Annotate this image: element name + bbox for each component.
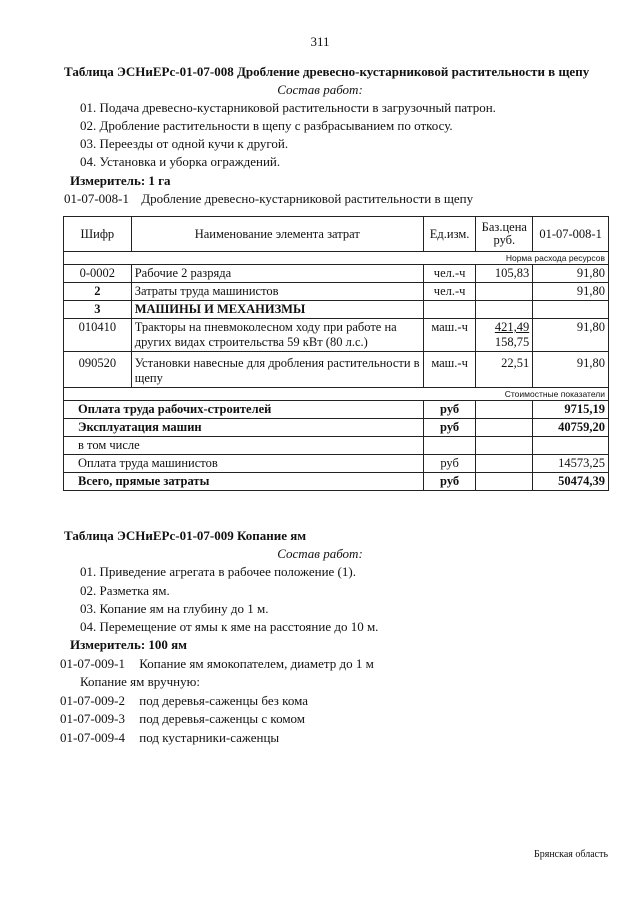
item-name: Копание ям ямокопателем, диаметр до 1 м (139, 656, 374, 671)
cost-row (64, 455, 609, 473)
row-unit: маш.-ч (423, 319, 476, 352)
cost-name: в том числе (64, 437, 424, 455)
table2-item (60, 693, 308, 709)
row-unit: чел.-ч (423, 265, 476, 283)
table2-sostav-label: Состав работ: (277, 546, 363, 561)
table2-work-2: 02. Разметка ям. (80, 583, 170, 598)
table2-work-4: 04. Перемещение от ямы к яме на расстояние до 10 м. (80, 619, 379, 634)
row-unit: маш.-ч (423, 352, 476, 388)
item-code: 01-07-009-3 (60, 711, 125, 726)
table-row (64, 283, 609, 301)
header-name: Наименование элемента затрат (131, 217, 423, 252)
item-name: под кустарники-саженцы (139, 730, 280, 745)
table2-title: Таблица ЭСНиЕРс-01-07-009 Копание ям (64, 528, 307, 543)
row-value: 91,80 (533, 352, 609, 388)
row-cipher: 090520 (64, 352, 132, 388)
cost-unit: руб (423, 455, 476, 473)
cost-unit: руб (423, 401, 476, 419)
item-code: 01-07-009-4 (60, 730, 125, 745)
cost-label-row (64, 388, 609, 401)
table1-title: Таблица ЭСНиЕРс-01-07-008 Дробление древесно-кустарниковой растительности в щепу (64, 64, 590, 79)
cost-value: 9715,19 (533, 401, 609, 419)
table-row (64, 352, 609, 388)
table1-measure: Измеритель: 1 га (70, 173, 171, 188)
norm-label-row (64, 252, 609, 265)
cost-name: Оплата труда рабочих-строителей (64, 401, 424, 419)
cost-name: Всего, прямые затраты (64, 473, 424, 491)
resource-table (63, 216, 609, 491)
cost-price (476, 437, 533, 455)
header-code: 01-07-008-1 (533, 217, 609, 252)
table1-work-4: 04. Установка и уборка ограждений. (80, 154, 281, 169)
table1-item-name: Дробление древесно-кустарниковой растительности в щепу (141, 191, 474, 206)
row-value: 91,80 (533, 265, 609, 283)
row-value (533, 301, 609, 319)
row-value: 91,80 (533, 283, 609, 301)
table1-work-3: 03. Переезды от одной кучи к другой. (80, 136, 289, 151)
table2-work-1: 01. Приведение агрегата в рабочее положение (1). (80, 564, 356, 579)
row-name: Тракторы на пневмоколесном ходу при работе на других видах строительства 59 кВт (80 л.с.) (131, 319, 423, 352)
header-base-price: Баз.цена руб. (476, 217, 533, 252)
row-price-main: 421,49 (494, 320, 530, 334)
footer-region: Брянская область (533, 849, 608, 860)
table1-item-code: 01-07-008-1 (64, 191, 129, 206)
row-price (476, 283, 533, 301)
table-row (64, 301, 609, 319)
table1-work-1: 01. Подача древесно-кустарниковой растительности в загрузочный патрон. (80, 100, 496, 115)
row-name: Установки навесные для дробления растительности в щепу (131, 352, 423, 388)
row-unit (423, 301, 476, 319)
row-price-secondary: 158,75 (494, 335, 530, 349)
cost-label: Стоимостные показатели (64, 388, 609, 401)
cost-unit: руб (423, 473, 476, 491)
table1-sostav-label: Состав работ: (277, 82, 363, 97)
table-row (64, 265, 609, 283)
cost-price (476, 455, 533, 473)
header-cipher: Шифр (64, 217, 132, 252)
cost-value (533, 437, 609, 455)
table-header-row (64, 217, 609, 252)
cost-row (64, 473, 609, 491)
row-price (476, 319, 533, 352)
cost-name: Эксплуатация машин (64, 419, 424, 437)
norm-label: Норма расхода ресурсов (64, 252, 609, 265)
cost-unit: руб (423, 419, 476, 437)
table2-item (60, 711, 305, 727)
cost-price (476, 401, 533, 419)
row-price: 105,83 (476, 265, 533, 283)
header-unit: Ед.изм. (423, 217, 476, 252)
row-price: 22,51 (476, 352, 533, 388)
table2-item (60, 730, 279, 746)
row-cipher: 010410 (64, 319, 132, 352)
cost-row (64, 401, 609, 419)
cost-value: 50474,39 (533, 473, 609, 491)
cost-name: Оплата труда машинистов (64, 455, 424, 473)
table2-item (60, 656, 374, 672)
row-price (476, 301, 533, 319)
item-code: 01-07-009-2 (60, 693, 125, 708)
item-name: под деревья-саженцы с комом (139, 711, 306, 726)
table2-measure: Измеритель: 100 ям (70, 637, 188, 652)
table-row (64, 319, 609, 352)
item-code: 01-07-009-1 (60, 656, 125, 671)
row-name: Рабочие 2 разряда (131, 265, 423, 283)
row-name: Затраты труда машинистов (131, 283, 423, 301)
row-cipher: 0-0002 (64, 265, 132, 283)
cost-row (64, 419, 609, 437)
row-name: МАШИНЫ И МЕХАНИЗМЫ (131, 301, 423, 319)
row-unit: чел.-ч (423, 283, 476, 301)
cost-price (476, 473, 533, 491)
row-cipher: 2 (64, 283, 132, 301)
table1-work-2: 02. Дробление растительности в щепу с разбрасыванием по откосу. (80, 118, 453, 133)
row-value: 91,80 (533, 319, 609, 352)
item-name: под деревья-саженцы без кома (139, 693, 308, 708)
table2-item-group (80, 674, 200, 690)
item-name: Копание ям вручную: (80, 674, 200, 689)
cost-price (476, 419, 533, 437)
table2-work-3: 03. Копание ям на глубину до 1 м. (80, 601, 269, 616)
cost-unit (423, 437, 476, 455)
row-cipher: 3 (64, 301, 132, 319)
cost-value: 40759,20 (533, 419, 609, 437)
cost-value: 14573,25 (533, 455, 609, 473)
table1-item (64, 191, 473, 207)
cost-row (64, 437, 609, 455)
page-number: 311 (310, 34, 330, 49)
